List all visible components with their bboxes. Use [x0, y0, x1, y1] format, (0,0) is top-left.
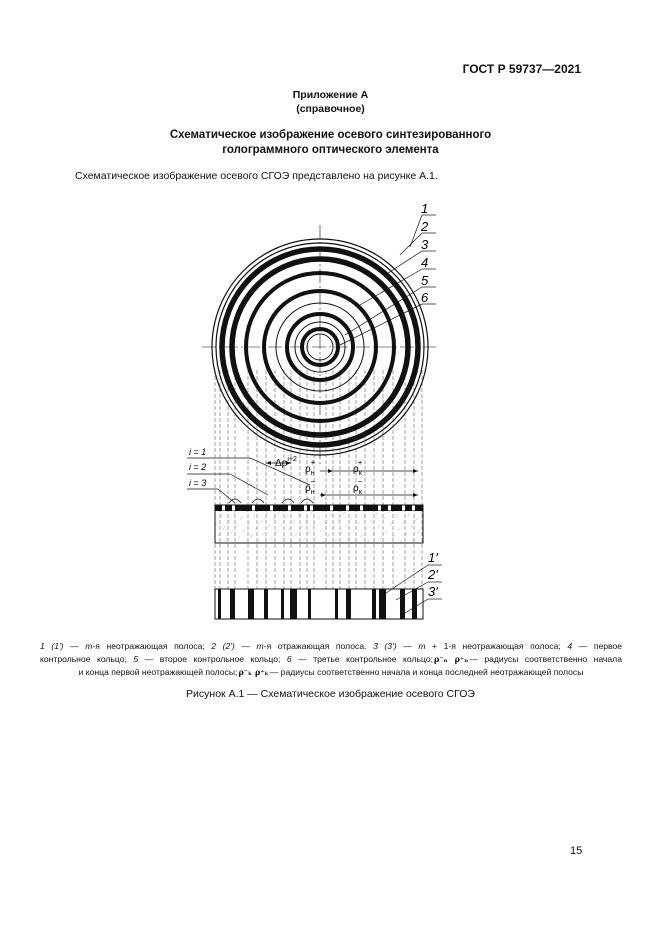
rho-k-plus-sub: к: [358, 470, 362, 477]
legend-text: -я неотражающая полоса;: [92, 641, 212, 651]
legend-text: контрольное кольцо;: [40, 654, 134, 664]
band-2-leader: [230, 474, 268, 495]
band-label-2: i = 2: [189, 462, 207, 472]
callout-4: 4: [421, 255, 429, 270]
rho-n-minus-sub: н: [310, 489, 315, 496]
strip-band-13: [412, 589, 417, 619]
legend-text: — первое: [572, 641, 623, 651]
legend-text: —: [63, 641, 86, 651]
coating-gap-11: [378, 506, 381, 511]
legend-num: 1 (1'): [40, 641, 64, 651]
coating-gap-1: [222, 506, 225, 511]
arrow-k-plus: [413, 469, 418, 473]
callout-2: 2: [421, 219, 429, 234]
strip-band-8: [335, 589, 338, 619]
callout-3-leader: [385, 251, 422, 275]
legend-rho-k: ρ⁻ₖ ρ⁺ₖ: [238, 667, 269, 677]
delta-rho-sup: i+2: [287, 456, 297, 463]
legend-rho-n: ρ⁻ₙ ρ⁺ₙ: [434, 654, 469, 664]
coating-gap-3: [252, 506, 255, 511]
appendix-subtitle: (справочное): [296, 103, 365, 115]
legend-num: 5: [133, 654, 139, 664]
arrow-k-minus: [413, 493, 418, 497]
strip-band-10: [372, 589, 376, 619]
legend-num: 6: [286, 654, 292, 664]
legend-num: 3 (3'): [373, 641, 397, 651]
section-title-line2: голограммного оптического элемента: [222, 144, 439, 156]
legend-line-3: [40, 666, 622, 679]
coating-gap-5: [288, 506, 291, 511]
arrow-n-plus: [328, 469, 333, 473]
legend-m: m: [418, 641, 426, 651]
rho-k-minus-label: [353, 477, 363, 496]
callout-5: 5: [421, 273, 429, 288]
legend-line-1: [40, 640, 622, 653]
callout-1-prime: 1': [428, 550, 438, 565]
strip-band-4: [264, 589, 268, 619]
legend-text: — радиусы соответственно начала и конца последней неотражающей полосы: [269, 667, 584, 677]
rho-k-minus-sup: −: [357, 477, 363, 486]
strip-band-3: [248, 589, 254, 619]
legend-text: — радиусы соответственно начала: [469, 654, 622, 664]
band-strip: [215, 589, 423, 619]
page-number: 15: [570, 845, 583, 857]
callout-2-leader: [400, 233, 422, 255]
callout-6: 6: [421, 290, 429, 305]
strip-frame: [215, 589, 423, 619]
rho-n-minus-sup: −: [310, 477, 316, 486]
strip-band-1: [218, 589, 221, 619]
band-label-3: i = 3: [189, 478, 207, 488]
band-label-1: i = 1: [189, 447, 207, 457]
strip-band-5: [281, 589, 284, 619]
coating-gap-12: [388, 506, 391, 511]
legend-text: — третье контрольное кольцо;: [291, 654, 433, 664]
rho-k-minus-sub: к: [358, 489, 362, 496]
legend-m: m: [256, 641, 264, 651]
standard-number: ГОСТ Р 59737—2021: [462, 62, 581, 76]
legend-text: и конца первой неотражающей полосы;: [78, 667, 238, 677]
rho-n-plus-sub: н: [310, 470, 315, 477]
band-3-leader: [218, 489, 235, 503]
legend-text: + 1-я неотражающая полоса;: [425, 641, 568, 651]
legend-text: —: [396, 641, 419, 651]
legend-num: 2 (2'): [211, 641, 235, 651]
strip-band-2: [230, 589, 235, 619]
coating-gap-8: [330, 506, 333, 511]
arrow-delta-l: [266, 461, 271, 465]
appendix-title: Приложение А: [292, 89, 369, 101]
coating-gap-14: [412, 506, 415, 511]
callout-1: 1: [421, 201, 429, 216]
rho-n-plus-symbol: ρ: [305, 464, 311, 475]
rho-n-minus-symbol: ρ: [305, 483, 311, 494]
center-axes: [202, 225, 438, 465]
legend-line-2: [40, 653, 622, 666]
legend-num: 4: [567, 641, 573, 651]
coating-layer: [215, 505, 423, 511]
delta-rho-symbol: Δρ: [275, 458, 288, 469]
coating-gap-6: [304, 506, 307, 511]
delta-rho-label: [275, 456, 297, 469]
rho-k-plus-symbol: ρ: [353, 464, 359, 475]
coating-gap-10: [360, 506, 363, 511]
callout-2-prime: 2': [428, 567, 438, 582]
coating-gap-4: [270, 506, 273, 511]
rho-n-plus-sup: +: [310, 458, 316, 467]
band-brace-2: [252, 499, 264, 503]
rho-k-plus-label: [353, 458, 363, 477]
strip-band-7: [308, 589, 311, 619]
legend-text: —: [234, 641, 257, 651]
strip-band-12: [400, 589, 405, 619]
arrow-n-minus: [321, 493, 326, 497]
coating-gap-7: [310, 506, 313, 511]
figure-a1: [160, 195, 460, 630]
strip-band-6: [290, 589, 297, 619]
substrate-section: [215, 505, 423, 543]
section-title-line1: Схематическое изображение осевого синтезированного: [169, 129, 492, 141]
rho-k-plus-sup: +: [357, 458, 363, 467]
callout-3: 3: [421, 237, 429, 252]
rho-k-minus-symbol: ρ: [353, 483, 359, 494]
intro-paragraph: Схематическое изображение осевого СГОЭ представлено на рисунке А.1.: [75, 170, 438, 182]
legend-text: — второе контрольное кольцо;: [138, 654, 287, 664]
callout-3-prime: 3': [428, 584, 438, 599]
legend-text: -я отражающая полоса.: [263, 641, 374, 651]
figure-caption: Рисунок А.1 — Схематическое изображение осевого СГОЭ: [186, 688, 475, 700]
strip-band-9: [346, 589, 351, 619]
coating-gap-9: [346, 506, 349, 511]
coating-gap-2: [232, 506, 235, 511]
coating-gap-13: [402, 506, 405, 511]
legend-m: m: [85, 641, 93, 651]
